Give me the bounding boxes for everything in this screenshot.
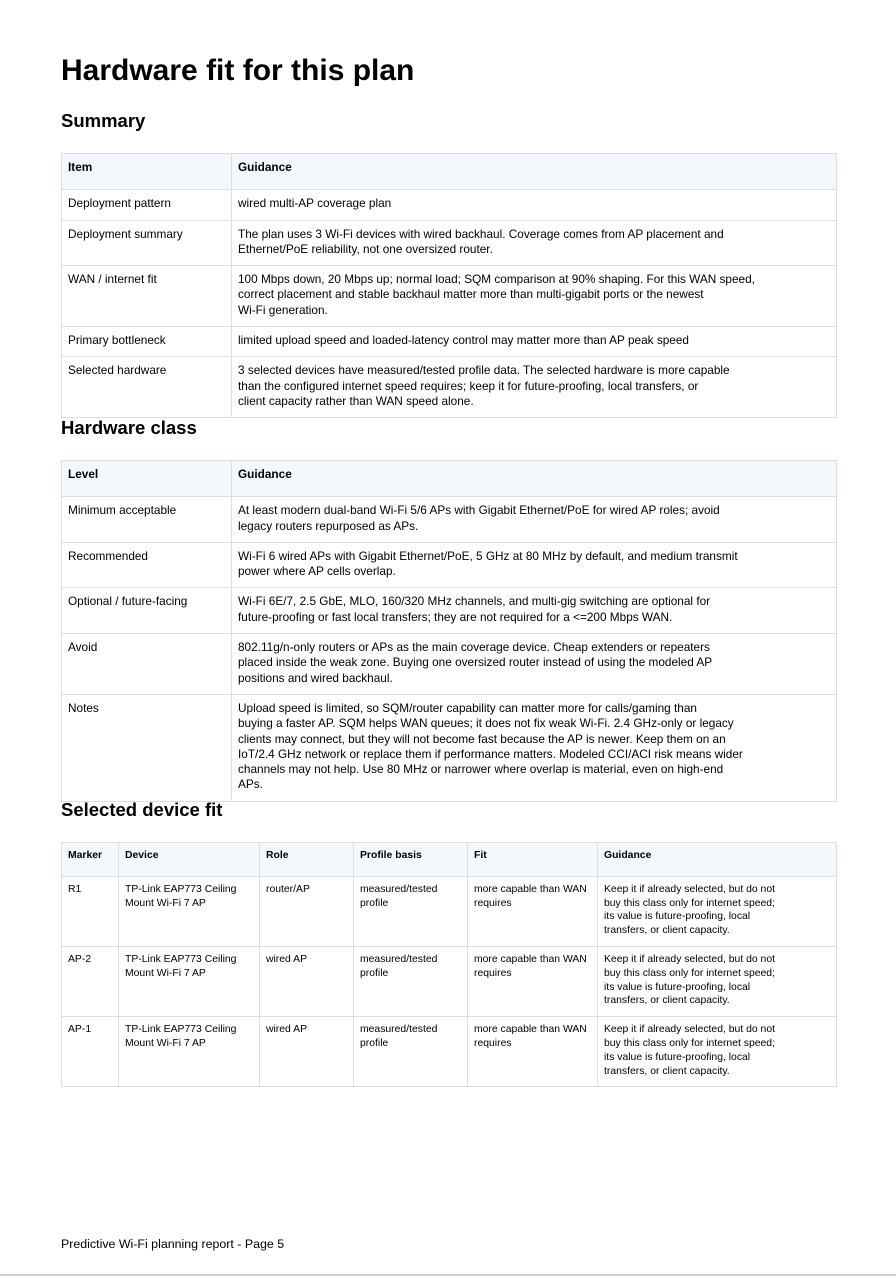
page-bottom-divider	[0, 1274, 896, 1276]
row-label: Notes	[62, 694, 232, 801]
page-footer: Predictive Wi-Fi planning report - Page 5	[61, 1237, 285, 1251]
row-guidance: Wi-Fi 6E/7, 2.5 GbE, MLO, 160/320 MHz channels, and multi-gig switching are optional for future-proofing or fast local transfers; they are not required for a <=200 Mbps WAN.	[232, 588, 837, 634]
row-guidance: Upload speed is limited, so SQM/router capability can matter more for calls/gaming than buying a faster AP. SQM helps WAN queues; it does not fix weak Wi-Fi. 2.4 GHz-only or legacy clients may connect, but they will not become fast because the AP is newer. Keep them on an IoT/2.4 GHz network or replace them if performance matters. Modeled CCI/ACI risk means wider channels may not help. Use 80 MHz or narrower where overlap is material, even on high-end APs.	[232, 694, 837, 801]
device-fit-heading: Selected device fit	[61, 799, 223, 820]
table-row	[62, 694, 837, 801]
hardware-class-table	[61, 460, 837, 802]
table-row	[62, 220, 837, 266]
table-row	[62, 266, 837, 327]
table-row	[62, 327, 837, 357]
row-guidance: wired multi-AP coverage plan	[232, 190, 837, 220]
device-fit: more capable than WAN requires	[468, 1017, 598, 1087]
row-label: WAN / internet fit	[62, 266, 232, 327]
device-role: wired AP	[260, 1017, 354, 1087]
device-marker: AP-2	[62, 946, 119, 1016]
row-label: Optional / future-facing	[62, 588, 232, 634]
device-name: TP-Link EAP773 Ceiling Mount Wi-Fi 7 AP	[119, 946, 260, 1016]
device-role: router/AP	[260, 876, 354, 946]
table-row	[62, 190, 837, 220]
device-guidance: Keep it if already selected, but do not buy this class only for internet speed; its value is future-proofing, local transfers, or client capacity.	[598, 876, 837, 946]
device-profile-basis: measured/tested profile	[354, 876, 468, 946]
device-guidance: Keep it if already selected, but do not buy this class only for internet speed; its value is future-proofing, local transfers, or client capacity.	[598, 1017, 837, 1087]
column-header-level: Level	[62, 461, 232, 497]
row-label: Primary bottleneck	[62, 327, 232, 357]
column-header-profile-basis: Profile basis	[354, 843, 468, 877]
device-marker: R1	[62, 876, 119, 946]
table-row	[62, 497, 837, 543]
column-header-guidance: Guidance	[598, 843, 837, 877]
column-header-role: Role	[260, 843, 354, 877]
device-role: wired AP	[260, 946, 354, 1016]
row-guidance: 100 Mbps down, 20 Mbps up; normal load; SQM comparison at 90% shaping. For this WAN speed, correct placement and stable backhaul matter more than multi-gigabit ports or the newest Wi-Fi generation.	[232, 266, 837, 327]
device-marker: AP-1	[62, 1017, 119, 1087]
row-label: Minimum acceptable	[62, 497, 232, 543]
row-guidance: limited upload speed and loaded-latency control may matter more than AP peak speed	[232, 327, 837, 357]
row-label: Deployment pattern	[62, 190, 232, 220]
device-name: TP-Link EAP773 Ceiling Mount Wi-Fi 7 AP	[119, 876, 260, 946]
column-header-fit: Fit	[468, 843, 598, 877]
page-title: Hardware fit for this plan	[61, 54, 415, 87]
table-row	[62, 1017, 837, 1087]
row-label: Avoid	[62, 634, 232, 695]
row-guidance: The plan uses 3 Wi-Fi devices with wired backhaul. Coverage comes from AP placement and Ethernet/PoE reliability, not one oversized router.	[232, 220, 837, 266]
table-header-row	[62, 154, 837, 190]
column-header-device: Device	[119, 843, 260, 877]
device-fit-table	[61, 842, 837, 1087]
row-label: Recommended	[62, 542, 232, 588]
table-header-row	[62, 843, 837, 877]
table-row	[62, 357, 837, 418]
column-header-marker: Marker	[62, 843, 119, 877]
column-header-item: Item	[62, 154, 232, 190]
row-label: Selected hardware	[62, 357, 232, 418]
summary-heading: Summary	[61, 110, 146, 131]
device-profile-basis: measured/tested profile	[354, 946, 468, 1016]
row-label: Deployment summary	[62, 220, 232, 266]
row-guidance: 802.11g/n-only routers or APs as the main coverage device. Cheap extenders or repeaters placed inside the weak zone. Buying one oversized router instead of using the modeled AP positions and wired backhaul.	[232, 634, 837, 695]
row-guidance: 3 selected devices have measured/tested profile data. The selected hardware is more capable than the configured internet speed requires; keep it for future-proofing, local transfers, or client capacity rather than WAN speed alone.	[232, 357, 837, 418]
column-header-guidance: Guidance	[232, 461, 837, 497]
hardware-class-heading: Hardware class	[61, 417, 197, 438]
device-guidance: Keep it if already selected, but do not buy this class only for internet speed; its value is future-proofing, local transfers, or client capacity.	[598, 946, 837, 1016]
table-row	[62, 946, 837, 1016]
table-header-row	[62, 461, 837, 497]
table-row	[62, 588, 837, 634]
row-guidance: At least modern dual-band Wi-Fi 5/6 APs with Gigabit Ethernet/PoE for wired AP roles; avoid legacy routers repurposed as APs.	[232, 497, 837, 543]
device-fit: more capable than WAN requires	[468, 876, 598, 946]
device-profile-basis: measured/tested profile	[354, 1017, 468, 1087]
table-row	[62, 634, 837, 695]
device-name: TP-Link EAP773 Ceiling Mount Wi-Fi 7 AP	[119, 1017, 260, 1087]
table-row	[62, 542, 837, 588]
column-header-guidance: Guidance	[232, 154, 837, 190]
device-fit: more capable than WAN requires	[468, 946, 598, 1016]
table-row	[62, 876, 837, 946]
row-guidance: Wi-Fi 6 wired APs with Gigabit Ethernet/PoE, 5 GHz at 80 MHz by default, and medium transmit power where AP cells overlap.	[232, 542, 837, 588]
summary-table	[61, 153, 837, 418]
